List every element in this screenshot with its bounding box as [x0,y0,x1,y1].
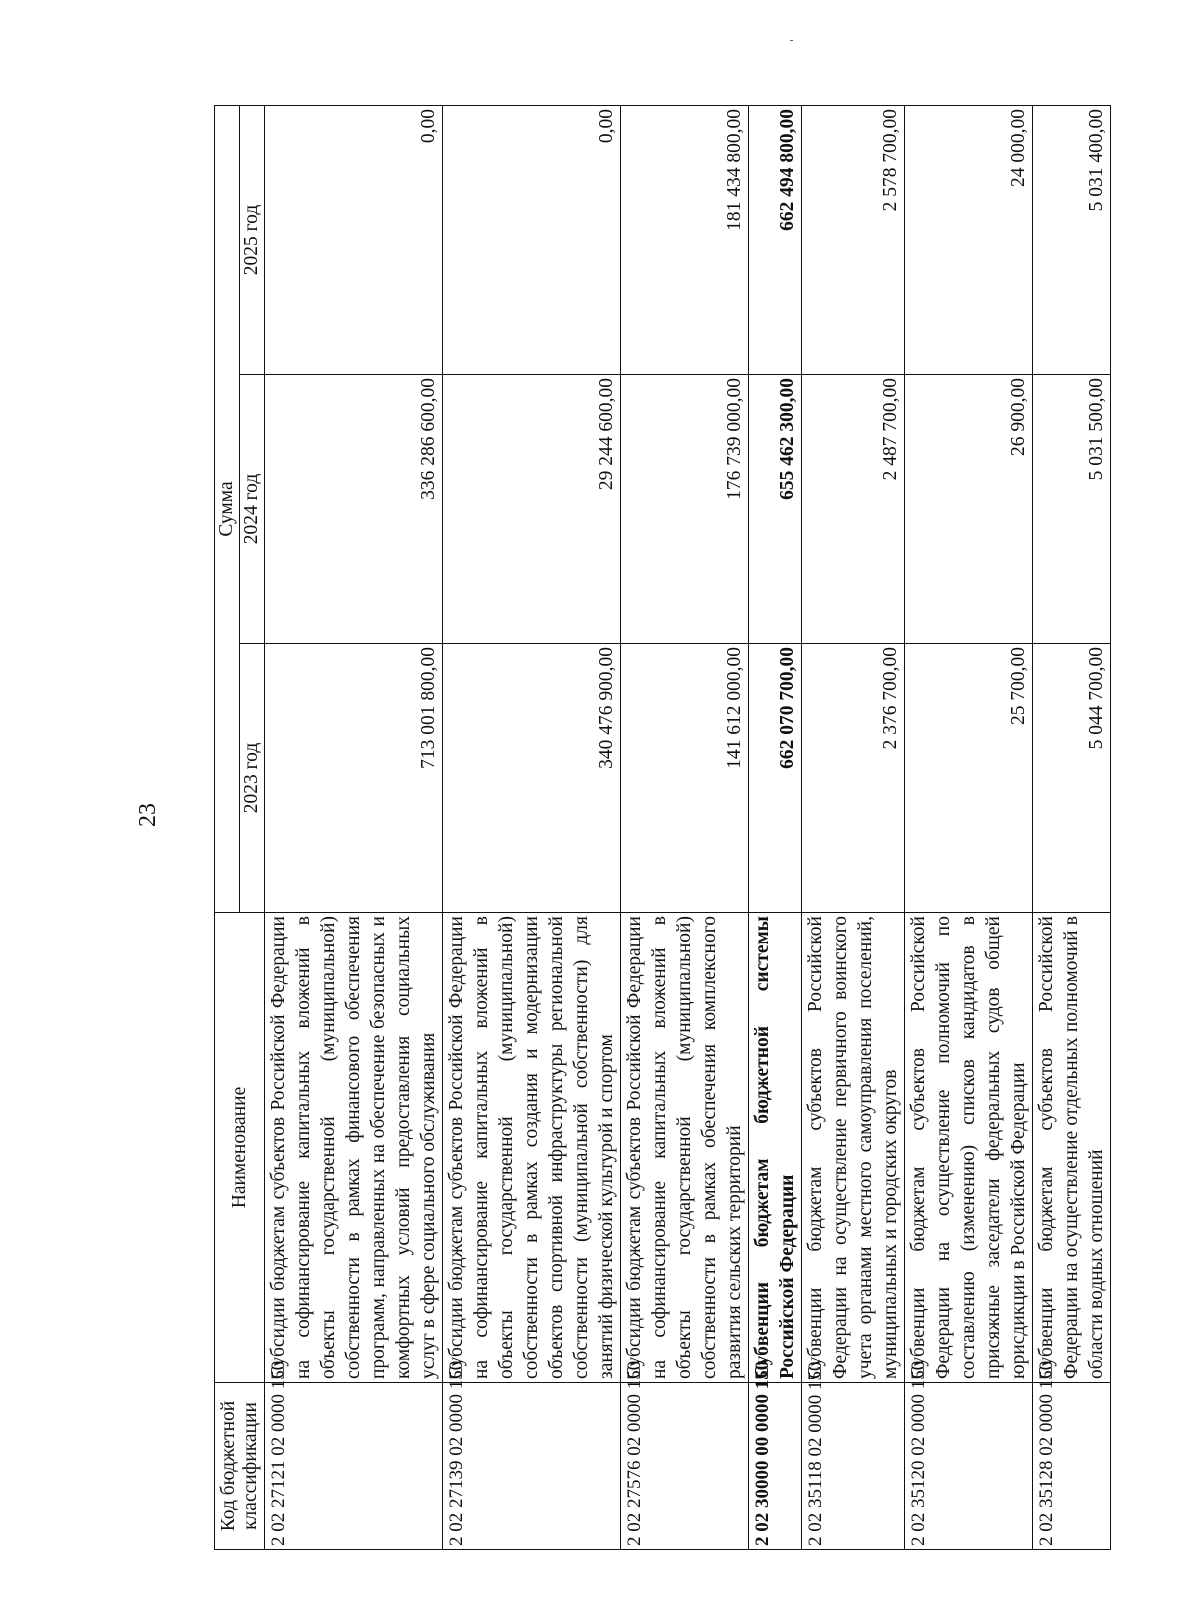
row-sum-2025: 2 578 700,00 [802,105,905,374]
header-year-2023: 2023 год [240,644,265,913]
table-row [443,105,621,1549]
row-sum-2024: 176 739 000,00 [621,375,749,644]
table-row [905,105,1033,1549]
header-sum: Сумма [215,105,240,912]
row-code: 2 02 35120 02 0000 150 [905,1383,1033,1550]
row-sum-2024: 336 286 600,00 [265,375,443,644]
row-sum-2025: 0,00 [443,105,621,374]
row-sum-2023: 2 376 700,00 [802,644,905,913]
row-code: 2 02 35118 02 0000 150 [802,1383,905,1550]
table-row [1033,105,1111,1549]
row-sum-2025: 5 031 400,00 [1033,105,1111,374]
table-row-subtotal [749,105,802,1549]
row-name: Субвенции бюджетам субъектов Российской Федерации на осуществление полномочий по составлению (изменению) списков кандидатов в присяжные заседатели федеральных судов общей юрисдикции в Российской Федерации [905,913,1033,1383]
header-name: Наименование [215,913,265,1383]
row-sum-2024: 29 244 600,00 [443,375,621,644]
row-code: 2 02 35128 02 0000 150 [1033,1383,1111,1550]
row-code: 2 02 30000 00 0000 150 [749,1383,802,1550]
row-name: Субсидии бюджетам субъектов Российской Федерации на софинансирование капитальных вложений в объекты государственной (муниципальной) собственности в рамках создания и модернизации объектов спортивной инфраструктуры региональной собственности (муниципальной собственности) для занятий физической культурой и спортом [443,913,621,1383]
row-code: 2 02 27139 02 0000 150 [443,1383,621,1550]
row-sum-2025: 0,00 [265,105,443,374]
row-sum-2023: 25 700,00 [905,644,1033,913]
row-sum-2023: 340 476 900,00 [443,644,621,913]
header-code: Код бюджетной классификации [215,1383,265,1550]
row-sum-2025: 24 000,00 [905,105,1033,374]
row-sum-2025: 181 434 800,00 [621,105,749,374]
row-name: Субвенции бюджетам субъектов Российской Федерации на осуществление первичного воинского учета органами местного самоуправления поселений, муниципальных и городских округов [802,913,905,1383]
row-sum-2023: 662 070 700,00 [749,644,802,913]
row-name: Субсидии бюджетам субъектов Российской Федерации на софинансирование капитальных вложений в объекты государственной (муниципальной) собственности в рамках финансового обеспечения программ, направленных на обеспечение безопасных и комфортных условий предоставления социальных услуг в сфере социального обслуживания [265,913,443,1383]
row-sum-2024: 655 462 300,00 [749,375,802,644]
row-sum-2024: 2 487 700,00 [802,375,905,644]
table-row [265,105,443,1549]
row-name: Субвенции бюджетам субъектов Российской Федерации на осуществление отдельных полномочий в области водных отношений [1033,913,1111,1383]
table-row [802,105,905,1549]
row-sum-2023: 713 001 800,00 [265,644,443,913]
scan-speck [790,40,793,41]
table-body [265,105,1111,1549]
row-sum-2024: 5 031 500,00 [1033,375,1111,644]
row-code: 2 02 27121 02 0000 150 [265,1383,443,1550]
row-name: Субсидии бюджетам субъектов Российской Федерации на софинансирование капитальных вложений в объекты государственной (муниципальной) собственности в рамках обеспечения комплексного развития сельских территорий [621,913,749,1383]
table-row [621,105,749,1549]
row-name: Субвенции бюджетам бюджетной системы Российской Федерации [749,913,802,1383]
budget-table [214,105,1111,1550]
row-sum-2023: 5 044 700,00 [1033,644,1111,913]
header-year-2024: 2024 год [240,375,265,644]
header-year-2025: 2025 год [240,105,265,374]
budget-table-container [214,106,1107,1550]
row-code: 2 02 27576 02 0000 150 [621,1383,749,1550]
page-number: 23 [135,803,161,827]
row-sum-2023: 141 612 000,00 [621,644,749,913]
row-sum-2024: 26 900,00 [905,375,1033,644]
row-sum-2025: 662 494 800,00 [749,105,802,374]
